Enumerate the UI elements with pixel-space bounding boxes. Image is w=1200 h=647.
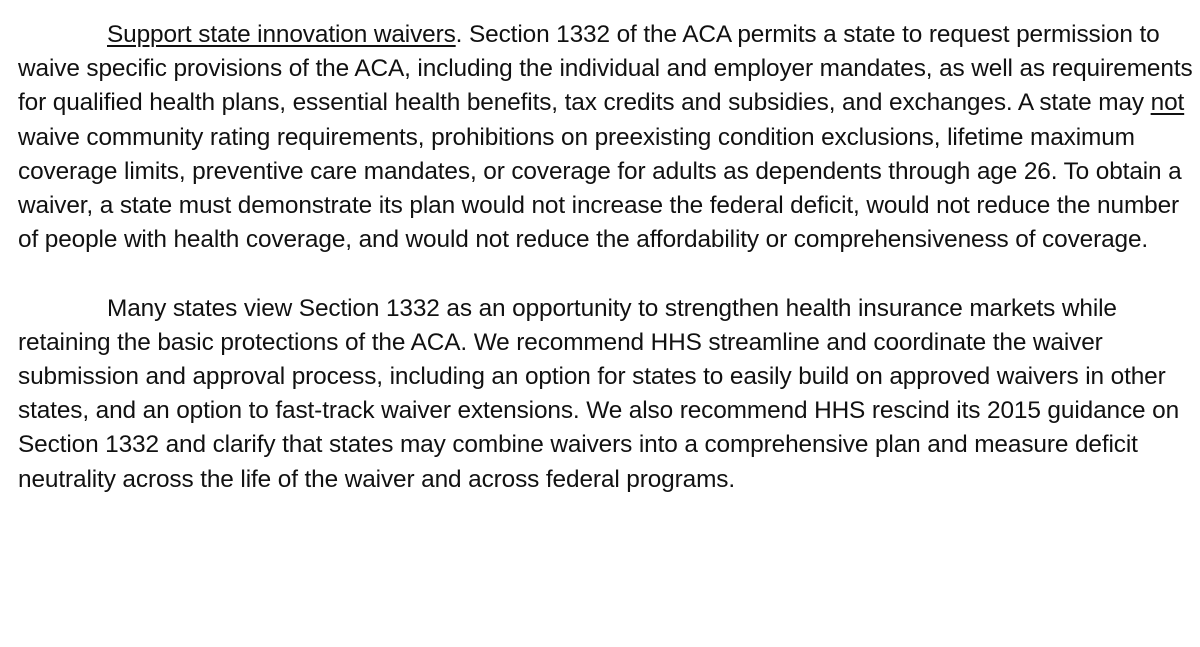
paragraph-text: Many states view Section 1332 as an opportunity to strengthen health insurance markets while retaining the basic protections of the ACA. We recommend HHS streamline and coordinate the waiver submission and approval process, including an option for states to easily build on approved waivers in other states, and an option to fast-track waiver extensions. We also recommend HHS rescind its 2015 guidance on Section 1332 and clarify that states may combine waivers into a comprehensive plan and measure deficit neutrality across the life of the waiver and across federal programs. — [18, 294, 1180, 493]
paragraph-text-part-1: Section 1332 of the ACA permits a state to request permission to waive specific provisions of the ACA, including the individual and employer mandates, as well as requirements for qualified health plans, essential health benefits, tax credits and subsidies, and exchanges. A state may — [18, 21, 1193, 117]
paragraph-state-innovation-waivers — [18, 18, 1193, 257]
paragraph-text-part-2: waive community rating requirements, prohibitions on preexisting condition exclusions, lifetime maximum coverage limits, preventive care mandates, or coverage for adults as dependents through age 26. To obtain a waiver, a state must demonstrate its plan would not increase the federal deficit, would not reduce the number of people with health coverage, and would not reduce the affordability or comprehensiveness of coverage. — [18, 123, 1182, 254]
paragraph-recommendations — [18, 292, 1193, 497]
document-page — [18, 18, 1193, 497]
heading-punctuation: . — [455, 21, 469, 48]
emphasized-word: not — [1150, 89, 1185, 117]
section-heading: Support state innovation waivers — [107, 21, 456, 48]
